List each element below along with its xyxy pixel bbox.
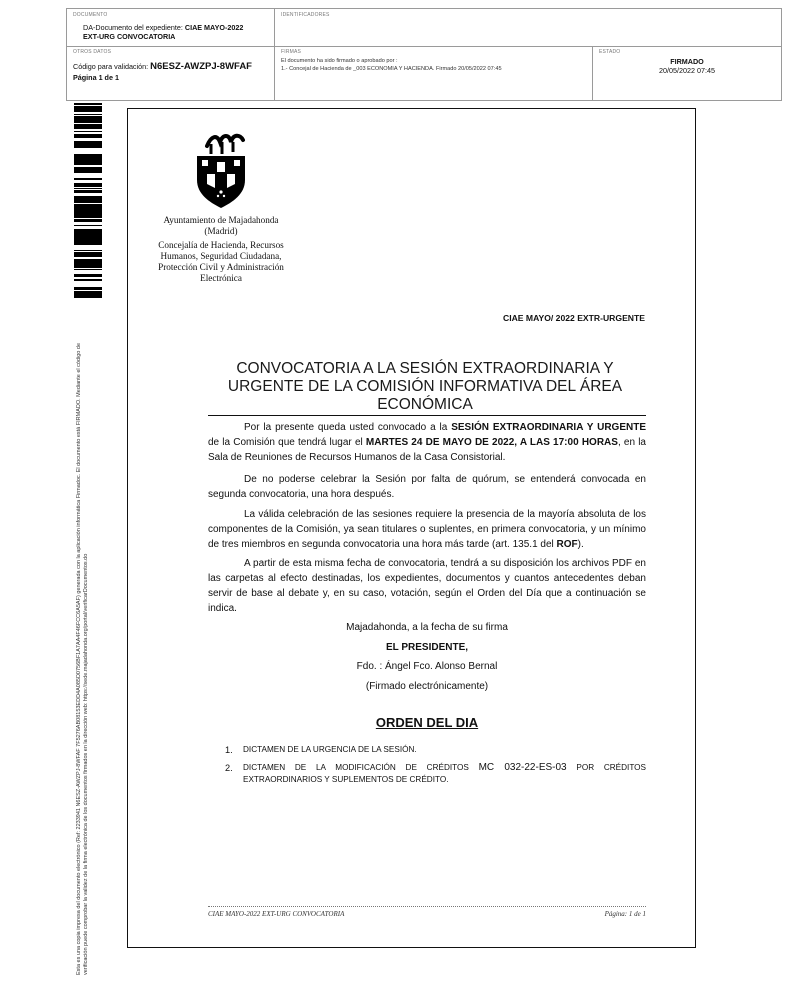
title-rule (208, 415, 646, 416)
document-reference: CIAE MAYO/ 2022 EXTR-URGENTE (503, 313, 645, 323)
paragraph-convocation: Por la presente queda usted convocado a la SESIÓN EXTRAORDINARIA Y URGENTE de la Comisión que tendrá lugar el MARTES 24 DE MAYO DE 2022, A LAS 17:00 HORAS, en la Sala de Reuniones de Recursos Humanos de la Casa Consistorial. (208, 422, 646, 463)
signature-name: Fdo. : Ángel Fco. Alonso Bernal (356, 661, 498, 672)
footer-rule (208, 906, 646, 907)
documento-cell (67, 9, 275, 46)
firmas-line2: 1.- Concejal de Hacienda de _003 ECONOMIA Y HACIENDA. Firmado 20/05/2022 07:45 (281, 66, 502, 72)
estado-status: FIRMADO (670, 57, 704, 66)
paragraph-validity: La válida celebración de las sesiones requiere la presencia de la mayoría absoluta de los componentes de la Comisión, ya sean titulares o suplentes, en primera convocatoria, y un mínimo de tres miembros en segunda convocatoria una hora más tarde (art. 135.1 del ROF). (208, 509, 646, 550)
paragraph-quorum: De no poderse celebrar la Sesión por falta de quórum, se entenderá convocada en segunda convocatoria, una hora después. (208, 474, 646, 500)
validation-code[interactable]: N6ESZ-AWZPJ-8WFAF (150, 61, 252, 72)
org-region: (Madrid) (204, 226, 238, 236)
org-department: Concejalía de Hacienda, Recursos Humanos, Seguridad Ciudadana, Protección Civil y Administración Electrónica (158, 240, 284, 283)
document-title: CONVOCATORIA A LA SESIÓN EXTRAORDINARIA Y URGENTE DE LA COMISIÓN INFORMATIVA DEL ÁREA ECONÓMICA (227, 360, 623, 413)
firmas-cell (275, 46, 593, 100)
estado-cell (593, 46, 781, 100)
footer-reference: CIAE MAYO-2022 EXT-URG CONVOCATORIA (208, 910, 345, 918)
firmas-label: FIRMAS (281, 49, 302, 55)
majadahonda-crest-logo (193, 128, 249, 210)
identificadores-cell (275, 9, 781, 46)
agenda-heading: ORDEN DEL DIA (375, 715, 479, 730)
vertical-barcode (74, 102, 102, 298)
documento-line1: DA-Documento del expediente: CIAE MAYO-2022 (83, 23, 244, 32)
org-name: Ayuntamiento de Majadahonda (163, 215, 279, 225)
vertical-verification-text (76, 295, 90, 975)
estado-label: ESTADO (599, 49, 621, 55)
otros-datos-label: OTROS DATOS (73, 49, 112, 55)
signature-note: (Firmado electrónicamente) (365, 681, 489, 692)
signature-role: EL PRESIDENTE, (385, 642, 469, 653)
validation-code-line: Código para validación: N6ESZ-AWZPJ-8WFAF (73, 61, 252, 72)
signature-place: Majadahonda, a la fecha de su firma (346, 622, 508, 633)
vertical-text-line2: verificación puede comprobar la validez de la firma electrónica de los documentos firmados en la dirección web: https://sede.majadahonda.org/portal/verificarDocumentos.do (83, 553, 89, 975)
otros-datos-cell (67, 46, 275, 100)
documento-label: DOCUMENTO (73, 12, 108, 18)
vertical-text-line1: Esta es una copia impresa del documento electrónico (Ref: 2233941 N6ESZ-AWZPJ-8WFAF 7F5276AB08153EDD4A085D0756BF1A7AA4F46FCC6A5AF) generada con la aplicación informática Firmadoc. El documento está FIRMADO. Mediante el código de (76, 342, 82, 975)
letterhead-organization (147, 215, 295, 284)
firmas-line1: El documento ha sido firmado o aprobado por : (281, 58, 398, 64)
estado-date: 20/05/2022 07:45 (659, 66, 715, 75)
documento-line2: EXT-URG CONVOCATORIA (83, 32, 176, 41)
footer-page-number: Página: 1 de 1 (604, 910, 646, 918)
agenda-item: 1. DICTAMEN DE LA URGENCIA DE LA SESIÓN. (225, 745, 417, 755)
paragraph-documents: A partir de esta misma fecha de convocatoria, tendrá a su disposición los archivos PDF en las carpetas al efecto destinadas, los expedientes, documentos y cuantos antecedentes deban servir de base al debate y, en su caso, votación, según el Orden del Día que a continuación se indica. (208, 558, 646, 614)
page-count: Página 1 de 1 (73, 73, 119, 82)
agenda-item: 2. DICTAMEN DE LA MODIFICACIÓN DE CRÉDITOS MC 032-22-ES-03 POR CRÉDITOS EXTRAORDINARIOS Y SUPLEMENTOS DE CRÉDITO. (225, 762, 647, 784)
validation-header (66, 8, 782, 101)
identificadores-label: IDENTIFICADORES (281, 12, 330, 18)
agenda-list (225, 744, 646, 792)
